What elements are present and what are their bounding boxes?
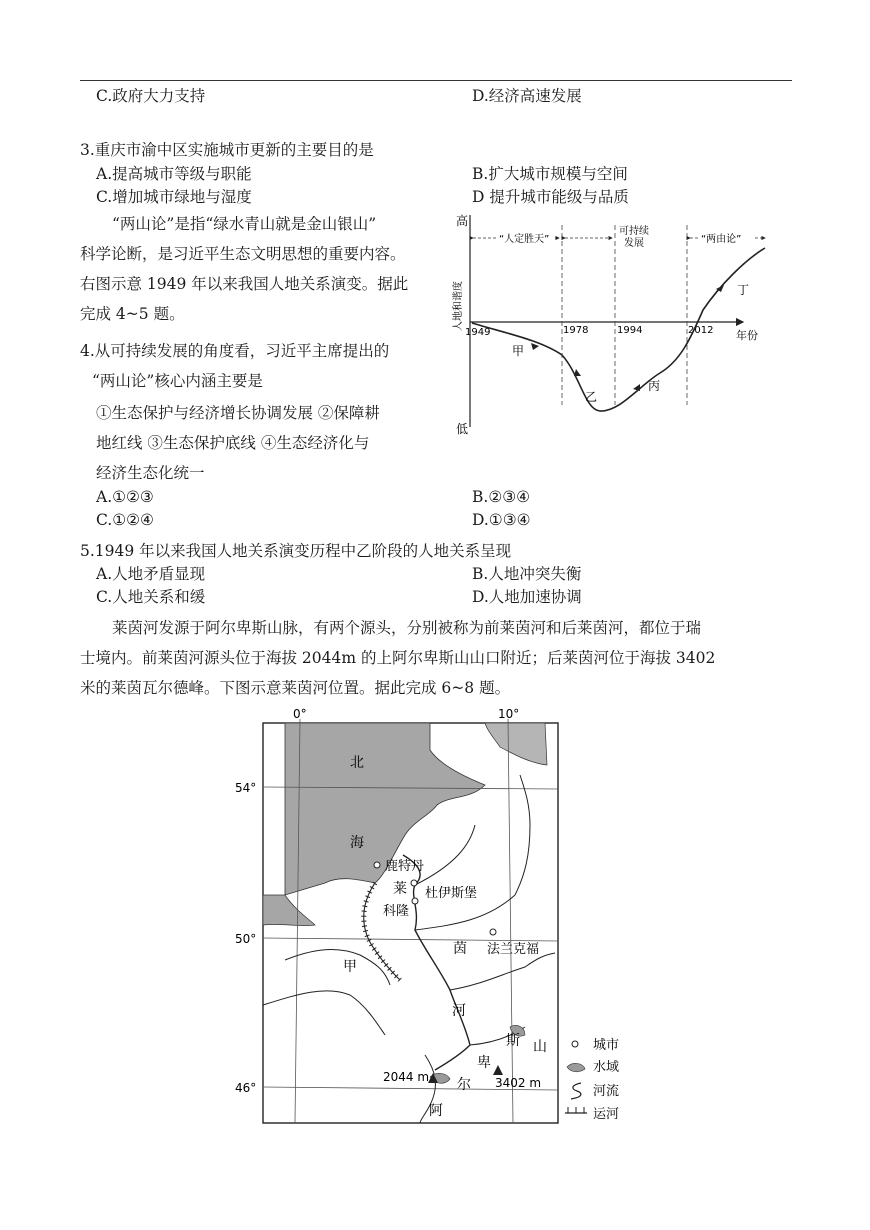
- sea-label-hai: 海: [350, 835, 364, 851]
- curve-arrow-1: [531, 343, 539, 350]
- legend-canal: 运河: [593, 1107, 620, 1122]
- rhine-label-1: 莱: [393, 881, 407, 897]
- baltic-water: [485, 723, 547, 765]
- phase1-label: “人定胜天”: [499, 234, 550, 245]
- sea-label-bei: 北: [350, 755, 364, 771]
- q4-item-line3: 经济生态化统一: [96, 464, 205, 482]
- phase2-label-b: 发展: [624, 238, 644, 249]
- city-duisburg: 杜伊斯堡: [425, 886, 478, 901]
- rhine-label-2: 茵: [453, 941, 467, 957]
- stage-yi: 乙: [585, 390, 598, 404]
- city-frankfurt-dot: [490, 929, 496, 935]
- weser-river: [515, 775, 530, 895]
- lon-10-label: 10°: [498, 707, 520, 721]
- city-rotterdam-dot: [374, 862, 380, 868]
- y-high-label: 高: [456, 214, 469, 228]
- rhine-label-3: 河: [452, 1003, 466, 1019]
- intro1-line1: “两山论”是指“绿水青山就是金山银山”: [112, 215, 377, 233]
- q3-stem: 3.重庆市渝中区实施城市更新的主要目的是: [80, 141, 374, 159]
- legend-city: 城市: [593, 1038, 620, 1053]
- peak-3402-label: 3402 m: [495, 1076, 542, 1090]
- q2-option-c: C.政府大力支持: [96, 87, 206, 105]
- q5-stem: 5.1949 年以来我国人地关系演变历程中乙阶段的人地关系呈现: [80, 542, 512, 560]
- q4-option-a: A.①②③: [96, 488, 154, 506]
- year-1949: 1949: [465, 327, 491, 338]
- alps-label-er: 尔: [457, 1077, 471, 1093]
- q3-option-b: B.扩大城市规模与空间: [472, 165, 628, 183]
- q4-item-line2: 地红线 ③生态保护底线 ④生态经济化与: [96, 434, 370, 452]
- stage-jia: 甲: [512, 344, 525, 358]
- peak-3402-icon: [493, 1065, 503, 1075]
- city-cologne: 科隆: [383, 904, 410, 919]
- intro1-line3: 右图示意 1949 年以来我国人地关系演变。据此: [80, 275, 409, 293]
- q5-option-a: A.人地矛盾显现: [96, 565, 206, 583]
- city-cologne-dot: [412, 898, 418, 904]
- legend-river: 河流: [593, 1084, 620, 1099]
- alps-label-a: 阿: [429, 1103, 443, 1119]
- alps-label-shan: 山: [533, 1039, 547, 1055]
- parallel-50: [263, 938, 558, 941]
- stage-ding: 丁: [737, 283, 750, 297]
- phase2-label-a: 可持续: [619, 226, 649, 237]
- intro1-line2: 科学论断，是习近平生态文明思想的重要内容。: [80, 245, 406, 263]
- legend-water-icon: [567, 1063, 585, 1071]
- q4-option-d: D.①③④: [472, 511, 531, 529]
- lat-46-label: 46°: [235, 1081, 257, 1095]
- city-duisburg-dot: [411, 880, 417, 886]
- peak-2044-label: 2044 m: [383, 1070, 430, 1084]
- neckar-river: [450, 953, 555, 990]
- city-frankfurt: 法兰克福: [487, 942, 540, 957]
- lon-0-label: 0°: [293, 707, 307, 721]
- legend-water: 水域: [593, 1060, 620, 1075]
- year-1978: 1978: [563, 325, 589, 336]
- q4-item-line1: ①生态保护与经济增长协调发展 ②保障耕: [96, 404, 380, 422]
- curve-arrow-2: [574, 369, 581, 376]
- alps-label-bei: 卑: [477, 1055, 491, 1071]
- intro2-line1: 莱茵河发源于阿尔卑斯山脉，有两个源头，分别被称为前莱茵河和后莱茵河，都位于瑞: [112, 619, 702, 637]
- intro2-line2: 士境内。前莱茵河源头位于海拔 2044m 的上阿尔卑斯山山口附近；后莱茵河位于海拔 3402: [80, 649, 716, 667]
- lat-50-label: 50°: [235, 932, 257, 946]
- y-low-label: 低: [456, 422, 469, 435]
- ruhr-river: [415, 825, 475, 885]
- canal-ticks: [364, 883, 400, 980]
- y-axis-label: 人地和谐度: [453, 281, 464, 331]
- rhine-location-map: [225, 705, 640, 1125]
- seine-river: [285, 950, 390, 985]
- legend-city-icon: [572, 1041, 578, 1047]
- q4-stem-line2: “两山论”核心内涵主要是: [92, 372, 263, 390]
- intro2-line3: 米的莱茵瓦尔德峰。下图示意莱茵河位置。据此完成 6~8 题。: [80, 679, 511, 697]
- channel-water: [263, 895, 315, 926]
- q4-option-c: C.①②④: [96, 511, 154, 529]
- x-axis-label: 年份: [736, 329, 758, 342]
- q5-option-d: D.人地加速协调: [472, 588, 582, 606]
- q3-option-a: A.提高城市等级与职能: [96, 165, 252, 183]
- q3-option-c: C.增加城市绿地与湿度: [96, 188, 252, 206]
- city-rotterdam: 鹿特丹: [385, 859, 425, 874]
- intro1-line4: 完成 4~5 题。: [80, 305, 185, 323]
- loire-river: [263, 991, 385, 1035]
- lat-54-label: 54°: [235, 781, 257, 795]
- top-rule: [80, 80, 792, 81]
- alps-label-si: 斯: [506, 1033, 520, 1049]
- q2-option-d: D.经济高速发展: [472, 87, 582, 105]
- legend-river-icon: [571, 1083, 581, 1099]
- q3-option-d: D 提升城市能级与品质: [472, 188, 629, 206]
- year-1994: 1994: [617, 325, 643, 336]
- q5-option-b: B.人地冲突失衡: [472, 565, 582, 583]
- q4-stem-line1: 4.从可持续发展的角度看，习近平主席提出的: [80, 342, 390, 360]
- phase3-label: “两由论”: [701, 234, 742, 245]
- stage-bing: 丙: [648, 379, 661, 393]
- human-land-relation-diagram: [445, 205, 780, 435]
- year-2012: 2012: [688, 325, 714, 336]
- canal-label-jia: 甲: [343, 959, 357, 975]
- curve-arrow-3: [633, 384, 640, 391]
- q5-option-c: C.人地关系和缓: [96, 588, 206, 606]
- q4-option-b: B.②③④: [472, 488, 531, 506]
- meridian-10: [508, 719, 513, 1123]
